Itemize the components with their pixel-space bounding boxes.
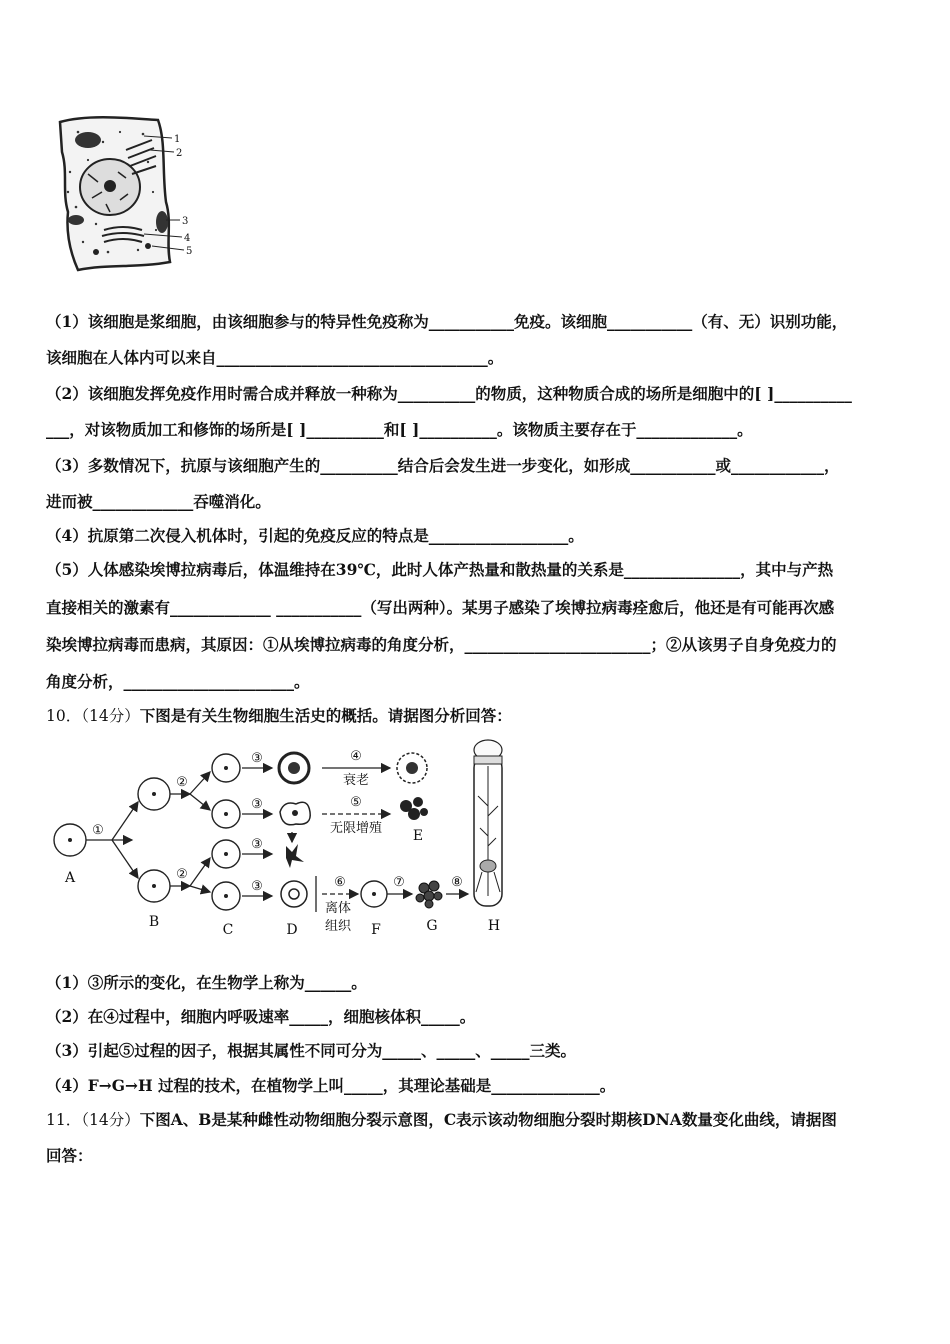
plasma-cell-figure <box>48 112 208 274</box>
q10-part4: （4）F→G→H 过程的技术，在植物学上叫_____，其理论基础是______________。 <box>46 1076 616 1095</box>
step-label-3b: ③ <box>251 797 263 812</box>
q9-part5-line4: 角度分析，______________________。 <box>46 672 310 691</box>
step-label-6: ⑥ <box>334 875 346 890</box>
q10-score: （14分） <box>81 707 140 725</box>
test-tube-h <box>474 740 502 906</box>
q9-part2-line1: （2）该细胞发挥免疫作用时需合成并释放一种称为__________的物质，这种物质合成的场所是细胞中的[ ]__________ <box>46 384 852 403</box>
q9-part1-line2: 该细胞在人体内可以来自___________________________________。 <box>46 348 504 367</box>
q9-part3-line2: 进而被_____________吞噬消化。 <box>46 492 271 511</box>
q11-header <box>46 1110 906 1130</box>
q9-part2-line2: ___，对该物质加工和修饰的场所是[ ]__________和[ ]__________。该物质主要存在于_____________。 <box>46 420 753 439</box>
step-label-7: ⑦ <box>393 875 405 890</box>
q9-part5-line3: 染埃博拉病毒而患病，其原因：①从埃博拉病毒的角度分析，________________________；②从该男子自身免疫力的 <box>46 635 837 654</box>
text-isolated-1: 离体 <box>324 901 352 916</box>
label-3: 3 <box>182 216 189 227</box>
step-label-2b: ② <box>176 867 188 882</box>
q10-stem: 下图是有关生物细胞生活史的概括。请据图分析回答： <box>139 706 512 725</box>
nucleolus <box>104 180 116 192</box>
q10-header <box>46 706 906 726</box>
q11-stem-line2: 回答： <box>46 1146 93 1165</box>
q9-part1-line1: （1）该细胞是浆细胞，由该细胞参与的特异性免疫称为___________免疫。该细胞___________（有、无）识别功能， <box>46 312 848 331</box>
step-label-3d: ③ <box>251 879 263 894</box>
label-4: 4 <box>184 233 191 244</box>
letter-g: G <box>426 918 438 934</box>
q9-part5-line2: 直接相关的激素有_____________ ___________（写出两种）。某男子感染了埃博拉病毒痊愈后，他还是有可能再次感 <box>46 598 835 617</box>
q9-part4-line1: （4）抗原第二次侵入机体时，引起的免疫反应的特点是__________________。 <box>46 526 584 545</box>
letter-a: A <box>64 870 76 886</box>
q10-number: 10． <box>46 707 82 725</box>
letter-e: E <box>412 828 424 844</box>
nerve-like-cell <box>286 844 304 868</box>
q11-stem-line1: 下图A、B是某种雌性动物细胞分裂示意图，C表示该动物细胞分裂时期核DNA数量变化曲线，请据图 <box>139 1110 837 1129</box>
step-label-2a: ② <box>176 775 188 790</box>
text-isolated-2: 组织 <box>324 919 352 934</box>
step-label-1: ① <box>92 823 104 838</box>
q11-score: （14分） <box>81 1111 140 1129</box>
step-label-8: ⑧ <box>451 875 463 890</box>
label-5: 5 <box>186 246 193 257</box>
label-2: 2 <box>176 148 183 159</box>
cancer-cell-cluster <box>400 797 428 820</box>
q10-part1: （1）③所示的变化，在生物学上称为______。 <box>46 973 367 992</box>
q9-part3-line1: （3）多数情况下，抗原与该细胞产生的__________结合后会发生进一步变化，如形成___________或____________， <box>46 456 840 475</box>
mitochondrion <box>75 132 101 148</box>
mitochondrion <box>156 211 168 233</box>
text-proliferation: 无限增殖 <box>329 821 383 836</box>
step-label-5: ⑤ <box>350 795 362 810</box>
cell-d <box>281 881 307 907</box>
q9-part5-line1: （5）人体感染埃博拉病毒后，体温维持在39℃，此时人体产热量和散热量的关系是_______________，其中与产热 <box>46 560 834 579</box>
letter-c: C <box>222 922 234 938</box>
letter-b: B <box>148 914 160 930</box>
q10-part3: （3）引起⑤过程的因子，根据其属性不同可分为_____、_____、_____三类。 <box>46 1041 577 1060</box>
text-aging: 衰老 <box>342 773 370 788</box>
step-label-4: ④ <box>350 749 362 764</box>
q11-number: 11． <box>46 1111 82 1129</box>
step-label-3a: ③ <box>251 751 263 766</box>
step-label-3c: ③ <box>251 837 263 852</box>
callus-g <box>416 881 442 908</box>
label-1: 1 <box>174 134 181 145</box>
letter-f: F <box>371 922 381 938</box>
letter-h: H <box>487 918 501 934</box>
q10-part2: （2）在④过程中，细胞内呼吸速率_____，细胞核体积_____。 <box>46 1007 476 1026</box>
letter-d: D <box>286 922 298 938</box>
cell-life-history-figure <box>46 736 516 946</box>
